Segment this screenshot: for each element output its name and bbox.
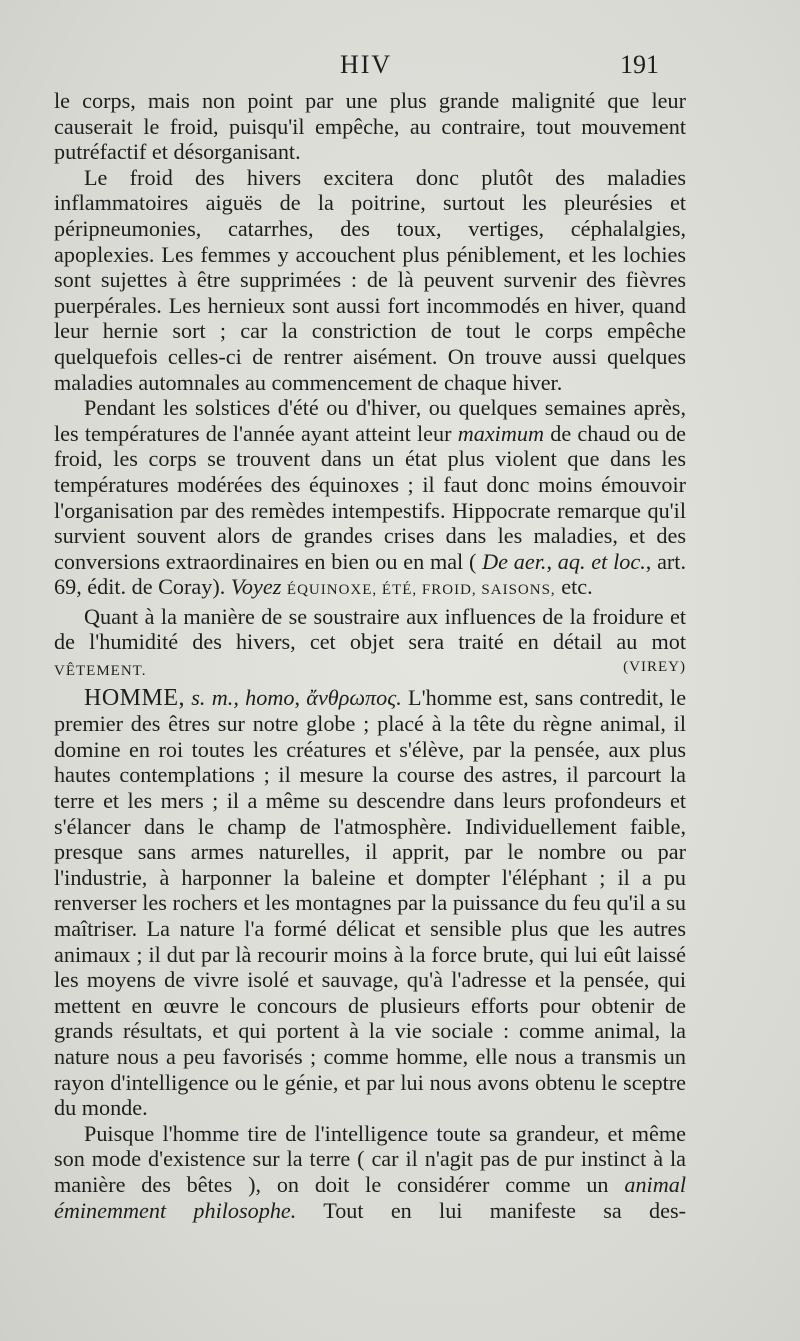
entry-headword: HOMME, [84,684,186,711]
paragraph: Le froid des hivers excitera donc plutôt des maladies inflammatoires aiguës de la poitrine, surtout les pleurésies et péripneumonies, catarrhes, des toux, vertiges, céphalalgies, apoplexies. Les femmes y accouchent plus péniblement, et les lochies sont sujettes à être supprimées : de là peuvent survenir des fièvres puerpérales. Les hernieux sont aussi fort incommodés en hiver, quand leur hernie sort ; car la constriction de tout le corps empêche quelquefois celles-ci de rentrer aisément. On trouve aussi quelques maladies automnales au commencement de chaque hiver. [54,164,686,395]
paragraph-text: Tout en lui manifeste sa des- [323,1197,686,1223]
paragraph-text: Pendant les solstices d'été ou d'hiver, ou quelques semaines après, les températures de l'année ayant atteint leur [54,395,686,446]
author-signature: (VIREY) [623,659,686,676]
latin-term: homo [245,684,295,710]
paragraph-text: L'homme est, sans contredit, le premier des êtres sur notre globe ; placé à la tête du règne animal, il domine en roi toutes les créatures et s'élève, par la pensée, aux plus hautes contemplations ; il mesure la course des astres, il parcourt la terre et les mers ; il a même su descendre dans leurs profondeurs et s'élancer dans le champ de l'atmosphère. Individuellement faible, presque sans armes naturelles, il apprit, par le nombre ou par l'industrie, à harponner la baleine et dompter l'éléphant ; il a pu renverser les rochers et les montagnes par la puissance du feu qu'il a su maîtriser. La nature l'a formé délicat et sensible plus que les autres animaux ; il dut par là recourir moins à la force brute, qui lui eût laissé les moyens de vivre isolé et sauvage, qu'à l'adresse et la pensée, qui mettent en œuvre le concours de plusieurs efforts pour obtenir de grands résultats, et qui portent à la vie sociale : comme animal, la nature nous a peu favorisés ; comme homme, elle nous a transmis un rayon d'intelligence ou le génie, et par lui nous avons obtenu le sceptre du monde. [54,684,687,1121]
emphasis: animal éminemment philosophe. [54,1171,686,1223]
citation: De aer. [482,548,547,574]
punctuation: , [546,548,553,574]
paragraph-text: Puisque l'homme tire de l'intelligence toute sa grandeur, et même son mode d'existence sur la terre ( car il n'agit pas de pur instinct à la manière des bêtes ), on doit le considérer comme un [54,1120,686,1197]
paragraph-text: de chaud ou de froid, les corps se trouvent dans un état plus violent que dans les températures modérées des équinoxes ; il faut donc moins émouvoir l'organisation par des remèdes intempestifs. Hippocrate remarque qu'il survient souvent alors de grandes crises dans les maladies, et des conversions extraordinaires en bien ou en mal ( [54,420,687,574]
running-head: HIV [340,50,393,79]
page-number: 191 [620,50,659,79]
entry-homme: HOMME, s. m., homo, ἄνθρωπος. L'homme est, sans contredit, le premier des êtres sur notre globe ; placé à la tête du règne animal, il domine en roi toutes les créatures et s'élève, par la pensée, aux plus hautes contemplations ; il mesure la course des astres, il parcourt la terre et les mers ; il a même su descendre dans leurs profondeurs et s'élancer dans le champ de l'atmosphère. Individuellement faible, presque sans armes naturelles, il apprit, par le nombre ou par l'industrie, à harponner la baleine et dompter l'éléphant ; il a pu renverser les rochers et les montagnes par la puissance du feu qu'il a su maîtriser. La nature l'a formé délicat et sensible plus que les autres animaux ; il dut par là recourir moins à la force brute, qui lui eût laissé les moyens de vivre isolé et sauvage, qu'à l'adresse et la pensée, qui mettent en œuvre le concours de plusieurs efforts pour obtenir de grands résultats, et qui portent à la vie sociale : comme animal, la nature nous a peu favorisés ; comme homme, elle nous a transmis un rayon d'intelligence ou le génie, et par lui nous avons obtenu le sceptre du monde. [54,684,687,1121]
paragraph [54,395,686,604]
body-text [54,88,686,1223]
paragraph [54,604,686,685]
cross-reference-terms: ÉQUINOXE, ÉTÉ, FROID, SAISONS, [286,582,556,599]
cross-reference-label: Voyez [230,574,282,600]
paragraph-text: Quant à la manière de se soustraire aux influences de la froidure et de l'humidité des hivers, cet objet sera traité en détail au mot [54,603,686,655]
paragraph [54,1121,686,1223]
paragraph: le corps, mais non point par une plus grande malignité que leur causerait le froid, puisqu'il empêche, au contraire, tout mouvement putréfactif et désorganisant. [54,88,686,165]
citation: aq. et loc. [557,548,646,574]
page-header [0,50,800,84]
emphasis: maximum [457,420,544,446]
cross-reference-terms: VÊTEMENT. [54,663,147,680]
paragraph-text: etc. [561,574,593,600]
paragraph-text: , art. 69, édit. de Coray). [54,548,687,600]
greek-term: ἄνθρωπος. [306,684,402,710]
grammar-label: s. m., [191,684,239,710]
